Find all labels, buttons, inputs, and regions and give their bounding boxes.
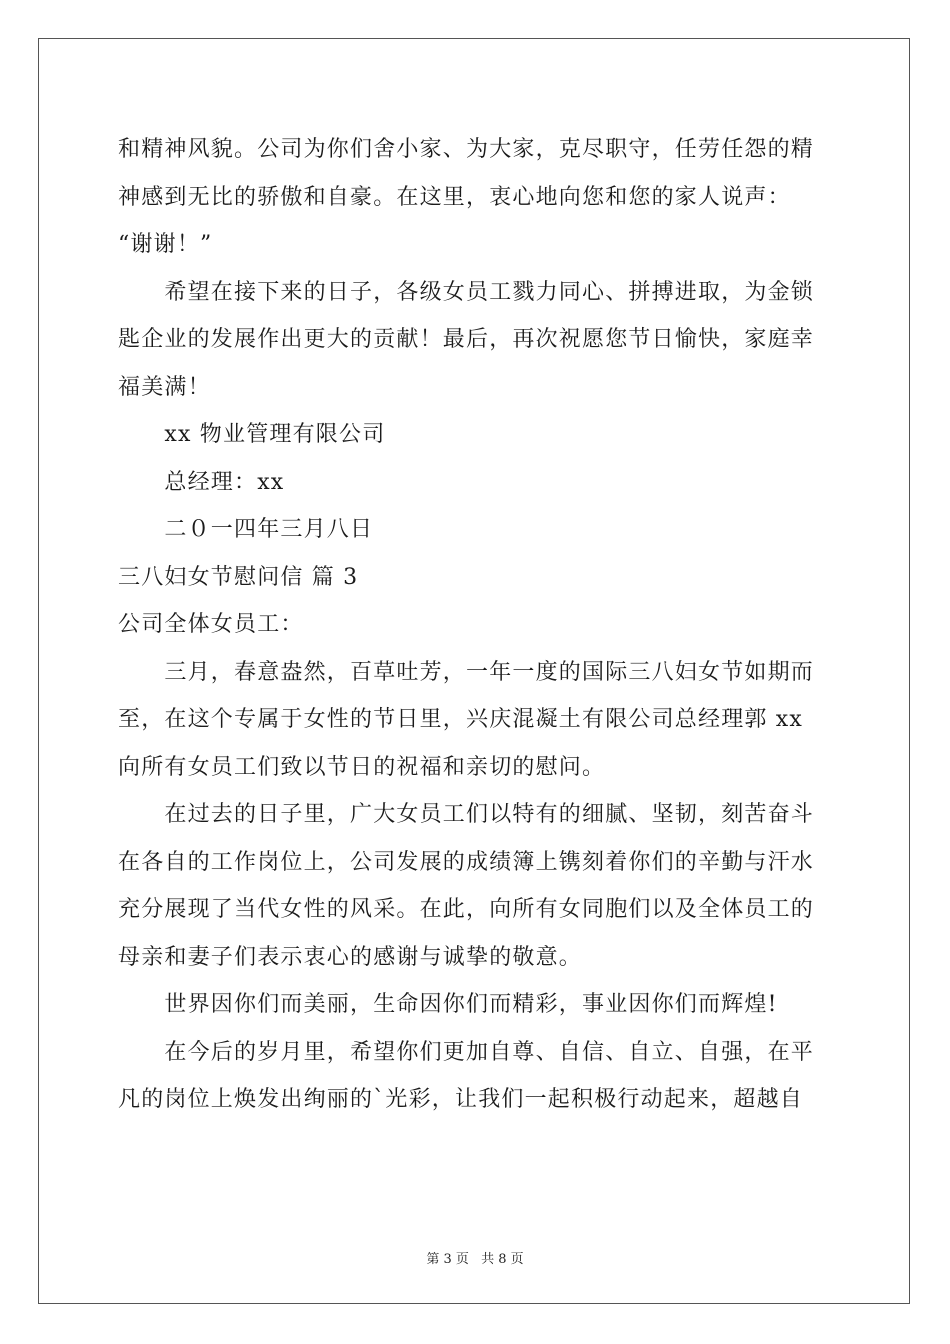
document-body bbox=[118, 126, 833, 1124]
text-line: 和精神风貌。公司为你们舍小家、为大家，克尽职守，任劳任怨的精 bbox=[118, 137, 815, 162]
text-line: 向所有女员工们致以节日的祝福和亲切的慰问。 bbox=[118, 754, 606, 780]
text-line: 福美满！ bbox=[118, 374, 211, 400]
text-line: 充分展现了当代女性的风采。在此，向所有女同胞们以及全体员工的 bbox=[118, 897, 815, 922]
text-line: 至，在这个专属于女性的节日里，兴庆混凝土有限公司总经理郭 xx bbox=[118, 707, 804, 732]
text-line: 匙企业的发展作出更大的贡献！最后，再次祝愿您节日愉快，家庭幸 bbox=[118, 327, 815, 352]
signatory: 总经理：xx bbox=[118, 469, 285, 495]
text-line: “谢谢！” bbox=[118, 232, 213, 257]
letter-date: 二０一四年三月八日 bbox=[118, 517, 374, 542]
salutation: 公司全体女员工： bbox=[118, 612, 304, 637]
text-line: 世界因你们而美丽，生命因你们而精彩，事业因你们而辉煌! bbox=[118, 992, 778, 1017]
text-line: 凡的岗位上焕发出绚丽的`光彩，让我们一起积极行动起来，超越自 bbox=[118, 1087, 804, 1112]
text-line: 母亲和妻子们表示衷心的感谢与诚挚的敬意。 bbox=[118, 944, 583, 970]
text-line: 在今后的岁月里，希望你们更加自尊、自信、自立、自强，在平 bbox=[118, 1039, 815, 1065]
text-line: 在各自的工作岗位上，公司发展的成绩簿上镌刻着你们的辛勤与汗水 bbox=[118, 849, 815, 875]
page-footer bbox=[0, 1248, 950, 1267]
text-line: 三月，春意盎然，百草吐芳，一年一度的国际三八妇女节如期而 bbox=[118, 659, 815, 685]
page-total: 共 8 页 bbox=[481, 1252, 524, 1267]
company-name: xx 物业管理有限公司 bbox=[118, 422, 386, 447]
page-number: 第 3 页 bbox=[426, 1252, 469, 1267]
text-line: 希望在接下来的日子，各级女员工戮力同心、拼搏进取，为金锁 bbox=[118, 279, 815, 305]
section-title: 三八妇女节慰问信 篇 3 bbox=[118, 564, 359, 590]
text-line: 神感到无比的骄傲和自豪。在这里，衷心地向您和您的家人说声： bbox=[118, 184, 791, 210]
text-line: 在过去的日子里，广大女员工们以特有的细腻、坚韧，刻苦奋斗 bbox=[118, 802, 815, 827]
